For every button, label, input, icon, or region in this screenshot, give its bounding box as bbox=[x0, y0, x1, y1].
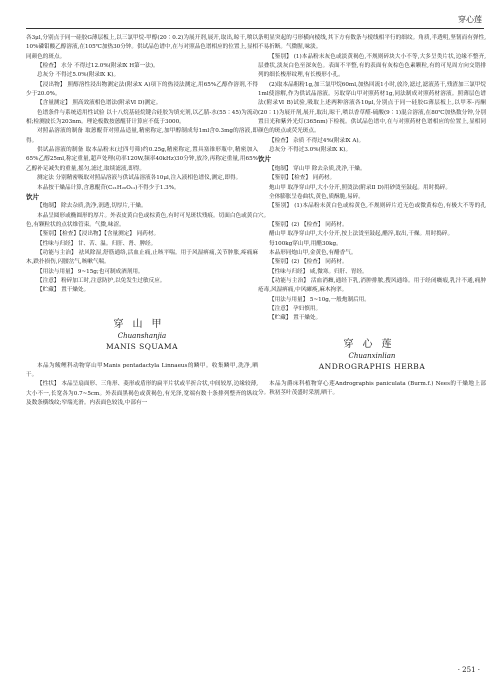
running-header bbox=[26, 14, 484, 29]
header-title: 穿心莲 bbox=[458, 15, 482, 24]
paragraph: 全体膨胀呈卷曲状,黄色,质酥脆,易碎。 bbox=[269, 193, 364, 200]
monograph-pinyin: Chuanshanjia bbox=[117, 331, 167, 340]
paragraph: 【性味与归经】 甘、苦、温。归肝、肾、脾经。 bbox=[37, 240, 157, 247]
paragraph: 对照品溶液的制备 取蒽醌苷对照品适量,精密称定,加甲醇制成每1ml含0.3mg的溶液,即得。 bbox=[26, 128, 258, 144]
paragraph: 本品按干燥品计算,含蒽醌苷(C₂₁H₂₀O₁₁)不得少于1.3%。 bbox=[37, 184, 180, 191]
paragraph: 【功能与主治】 祛风除湿,舒筋通络,活血止痛,止咳平喘。用于风湿痹痛,关节肿胀,疼痛麻木,跌扑损伤,闪腰岔气,咳嗽气喘。 bbox=[26, 249, 258, 266]
paragraph: 【鉴别】【检查】 同药材。 bbox=[269, 175, 336, 182]
paragraph: (2)取本品粗粉1g,加三氯甲烷60ml,加热回流1小时,放冷,滤过,滤液蒸干,残渣加三氯甲烷1ml使溶解,作为供试品溶液。另取穿山甲对照药材1g,同法制成对照药材溶液。照薄层色谱法(附录Ⅵ B)试验,吸取上述两种溶液各10μl,分别点于同一硅胶G薄层板上,以甲苯-丙酮(20∶1)为展开剂,展开,取出,晾干,喷以香草醛-硫酸(9∶1)混合溶液,在80℃加热数分钟,分别置日光和紫外光灯(365nm)下检视。供试品色谱中,在与对照药材色谱相应的位置上,显相同颜色的斑点或荧光斑点。 bbox=[258, 81, 486, 135]
paragraph: 【鉴别】(2) 【检查】 同药材。 bbox=[269, 221, 348, 228]
paragraph: 【性状】 本品呈扇面形、三角形、菱形或盾形的扁平片状或半折合状,中间较厚,边缘较薄,大小不一,长宽各为0.7~5cm。外表面黑褐色或黄褐色,有光泽,宽端有数十条排列整齐的纵纹及数条横线纹;窄端光滑。内表面色较浅,中部有一 bbox=[26, 381, 258, 406]
paragraph: 【浸出物】 照醇溶性浸出物测定法(附录Ⅹ A)项下的热浸法测定,用65%乙醇作溶剂,不得少于20.0%。 bbox=[26, 81, 258, 98]
paragraph: 【功能与主治】 活血消癥,通经下乳,消肿排脓,搜风通络。用于经闭癥瘕,乳汁不通,痈肿疮毒,风湿痹痛,中风瘫痪,麻木拘挛。 bbox=[258, 277, 486, 294]
paragraph: 【检查】 水分 不得过12.0%(附录Ⅸ H第一法)。 bbox=[37, 63, 159, 70]
paragraph: 【鉴别】 (1)本品粉末灰色或淡黄褐色,不规则碎块大小不等,大多呈类片状,边缘不整齐,层叠状,淡灰白色至深灰色。表面不平整,有的表面有灰棕色色素颗粒,有的可见周方向交错排列的细长梭形纹理,有长梭形小孔。 bbox=[258, 53, 486, 79]
page-number: · 251 · bbox=[457, 666, 480, 674]
paragraph: 各3μl,分别点于同一硅胶G薄层板上,以三氯甲烷-甲醇(20∶0.2)为展开剂,展开,取出,晾干,喷以10%磷钼酸乙醇溶液,在105℃加热30分钟。供试品色谱中,在与对照品色谱相应的位置上,显相同颜色的斑点。 bbox=[26, 35, 259, 60]
monograph-title: 穿心莲 bbox=[343, 338, 401, 350]
paragraph: 【贮藏】 置干燥处。 bbox=[37, 287, 90, 294]
paragraph: 醋山甲 取净穿山甲,大小分开,按上法烫至鼓起,醋淬,取出,干燥。用时捣碎。 bbox=[269, 231, 454, 238]
monograph-latin: ANDROGRAPHIS HERBA bbox=[318, 361, 426, 371]
right-column bbox=[258, 34, 486, 398]
paragraph: 【鉴别】 (1)本品粉末黄白色或棕黄色,不规则碎片近无色或微黄棕色,有极大不等的孔穴。 bbox=[258, 203, 486, 219]
paragraph: 【含量测定】 照高效液相色谱法(附录Ⅵ D)测定。 bbox=[37, 100, 162, 107]
paragraph: 【用法与用量】 5~10g,一般炮制后用。 bbox=[269, 296, 370, 303]
paragraph: 【炮制】 穿山甲 除去杂质,洗净,干燥。 bbox=[269, 165, 366, 172]
paragraph: 【炮制】 除去杂质,洗净,润透,切厚片,干燥。 bbox=[37, 203, 147, 210]
paragraph: 【鉴别】【检查】【浸出物】【含量测定】 同药材。 bbox=[37, 231, 160, 238]
paragraph: 条明显突起的弓形横向棱线,其下方有数条与棱线相平行的细纹。角质,半透明,坚韧而有弹性,不易折断。气微腥,味淡。 bbox=[258, 35, 486, 51]
paragraph: 【性味与归经】 咸,微寒。归肝、胃经。 bbox=[269, 268, 368, 275]
paragraph: 【注意】 粉碎加工时,注意防护,以免发生过敏反应。 bbox=[37, 277, 166, 284]
paragraph: 总灰分 不得过3.0%(附录Ⅸ K)。 bbox=[269, 147, 352, 154]
paragraph: 总灰分 不得过5.0%(附录Ⅸ K)。 bbox=[37, 72, 120, 79]
paragraph: 供试品溶液的制备 取本品粉末(过四号筛)约0.25g,精密称定,置具塞锥形瓶中,精密加入65%乙醇25ml,称定重量,超声处理(功率120W,频率40kHz)30分钟,放冷,再称定重量,用65%乙醇补足减失的重量,摇匀,滤过,取续滤液,即得。 bbox=[26, 147, 258, 172]
paragraph: 每100kg穿山甲,用醋30kg。 bbox=[269, 240, 342, 247]
paragraph: 炮山甲 取净穿山甲,大小分开,照烫法(附录Ⅱ D)用砂烫至鼓起。用时捣碎。 bbox=[269, 184, 451, 191]
monograph-latin: MANIS SQUAMA bbox=[105, 341, 179, 351]
paragraph: 【鉴别】(2) 【检查】 同药材。 bbox=[269, 259, 348, 266]
paragraph: 本品形同炮山甲,金黄色,有醋香气。 bbox=[269, 249, 357, 256]
left-column bbox=[26, 34, 258, 408]
paragraph: 【检查】 杂质 不得过4%(附录Ⅸ A)。 bbox=[269, 137, 365, 144]
paragraph: 【用法与用量】 9~15g;也可制成酒剂用。 bbox=[37, 268, 144, 275]
section-heading: 饮片 bbox=[258, 155, 271, 164]
monograph-title: 穿山甲 bbox=[113, 318, 171, 330]
section-heading: 饮片 bbox=[26, 192, 39, 201]
paragraph: 色谱条件与系统适用性试验 以十八烷基硅烷键合硅胶为填充剂,以乙腈-水(55∶45)为流动相;检测波长为203nm。理论板数按蒽醌苷计算应不低于3000。 bbox=[26, 109, 258, 126]
paragraph: 测定法 分别精密吸取对照品溶液与供试品溶液各10μl,注入液相色谱仪,测定,即得。 bbox=[37, 175, 242, 182]
monograph-pinyin: Chuanxinlian bbox=[348, 351, 396, 360]
paragraph: 本品为鲮鲤科动物穿山甲Manis pentadactyla Linnaeus的鳞甲。收集鳞甲,洗净,晒干。 bbox=[26, 362, 258, 378]
paragraph: 【贮藏】 置干燥处。 bbox=[269, 315, 322, 322]
paragraph: 【注意】 孕妇慎用。 bbox=[269, 305, 322, 312]
paragraph: 本品为爵床科植物穿心莲Andrographis paniculata (Burm.f.) Nees的干燥地上部分。秋初茎叶茂盛时采割,晒干。 bbox=[258, 380, 486, 396]
paragraph: 本品呈圆形或椭圆形的厚片。外表皮黄白色或棕黄色,有时可见斑状残痕。切面白色或黄白色,有颗粒状的点状维管束。气微,味涩。 bbox=[26, 212, 258, 228]
